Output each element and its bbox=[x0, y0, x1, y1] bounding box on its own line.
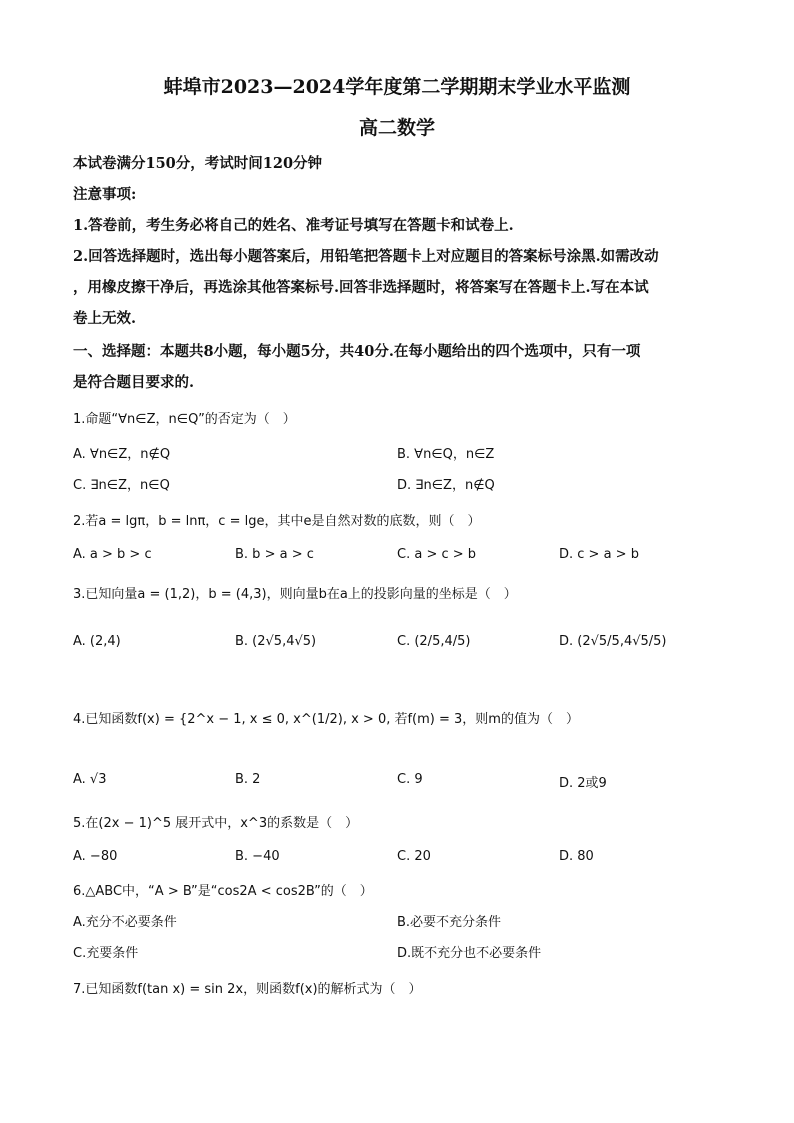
question-2-stem: 2.若a = lgπ，b = lnπ，c = lge，其中e是自然对数的底数，则（ ） bbox=[73, 514, 481, 529]
q2-option-b: B. b > a > c bbox=[235, 547, 314, 562]
q5-option-c: C. 20 bbox=[397, 849, 431, 864]
q1-option-c: C. ∃n∈Z，n∈Q bbox=[73, 478, 170, 493]
score-time-info: 本试卷满分150分，考试时间120分钟 bbox=[73, 155, 323, 172]
q4-option-d: D. 2或9 bbox=[559, 776, 607, 791]
q6-option-d: D.既不充分也不必要条件 bbox=[397, 946, 542, 961]
q1-option-a: A. ∀n∈Z，n∉Q bbox=[73, 447, 171, 462]
q3-option-a: A. (2,4) bbox=[73, 634, 121, 649]
q6-option-a: A.充分不必要条件 bbox=[73, 915, 177, 930]
note-2-line-a: 2.回答选择题时，选出每小题答案后，用铅笔把答题卡上对应题目的答案标号涂黑.如需改动 bbox=[73, 248, 659, 265]
note-2-line-c: 卷上无效. bbox=[73, 310, 137, 327]
exam-title: 蚌埠市2023—2024学年度第二学期期末学业水平监测 bbox=[163, 76, 631, 98]
notes-title: 注意事项: bbox=[73, 186, 137, 203]
note-2-line-b: ，用橡皮擦干净后，再选涂其他答案标号.回答非选择题时，将答案写在答题卡上.写在本试 bbox=[73, 279, 649, 296]
q5-option-a: A. −80 bbox=[73, 849, 118, 864]
q6-option-c: C.充要条件 bbox=[73, 946, 139, 961]
q3-option-d: D. (2√5/5,4√5/5) bbox=[559, 634, 667, 649]
q4-option-b: B. 2 bbox=[235, 772, 261, 787]
q2-option-d: D. c > a > b bbox=[559, 547, 639, 562]
q6-option-b: B.必要不充分条件 bbox=[397, 915, 502, 930]
q3-option-b: B. (2√5,4√5) bbox=[235, 634, 317, 649]
note-1: 1.答卷前，考生务必将自己的姓名、准考证号填写在答题卡和试卷上. bbox=[73, 217, 514, 234]
question-3-stem: 3.已知向量a = (1,2)，b = (4,3)，则向量b在a上的投影向量的坐标是（ ） bbox=[73, 587, 517, 602]
q3-option-c: C. (2/5,4/5) bbox=[397, 634, 471, 649]
q5-option-b: B. −40 bbox=[235, 849, 280, 864]
q4-option-c: C. 9 bbox=[397, 772, 423, 787]
exam-subject: 高二数学 bbox=[358, 117, 435, 139]
question-1-stem: 1.命题“∀n∈Z，n∈Q”的否定为（ ） bbox=[73, 412, 296, 427]
section-1-heading: 一、选择题：本题共8小题，每小题5分，共40分.在每小题给出的四个选项中，只有一项 bbox=[73, 343, 641, 360]
question-6-stem: 6.△ABC中，“A > B”是“cos2A < cos2B”的（ ） bbox=[73, 884, 373, 899]
q2-option-a: A. a > b > c bbox=[73, 547, 152, 562]
question-4-stem: 4.已知函数f(x) = {2^x − 1, x ≤ 0, x^(1/2), x > 0, 若f(m) = 3，则m的值为（ ） bbox=[73, 712, 579, 727]
q4-option-a: A. √3 bbox=[73, 772, 107, 787]
q5-option-d: D. 80 bbox=[559, 849, 594, 864]
question-5-stem: 5.在(2x − 1)^5 展开式中，x^3的系数是（ ） bbox=[73, 816, 359, 831]
section-1-heading-cont: 是符合题目要求的. bbox=[73, 374, 195, 391]
question-7-stem: 7.已知函数f(tan x) = sin 2x，则函数f(x)的解析式为（ ） bbox=[73, 982, 422, 997]
q2-option-c: C. a > c > b bbox=[397, 547, 477, 562]
q1-option-b: B. ∀n∈Q，n∈Z bbox=[397, 447, 495, 462]
q1-option-d: D. ∃n∈Z，n∉Q bbox=[397, 478, 495, 493]
